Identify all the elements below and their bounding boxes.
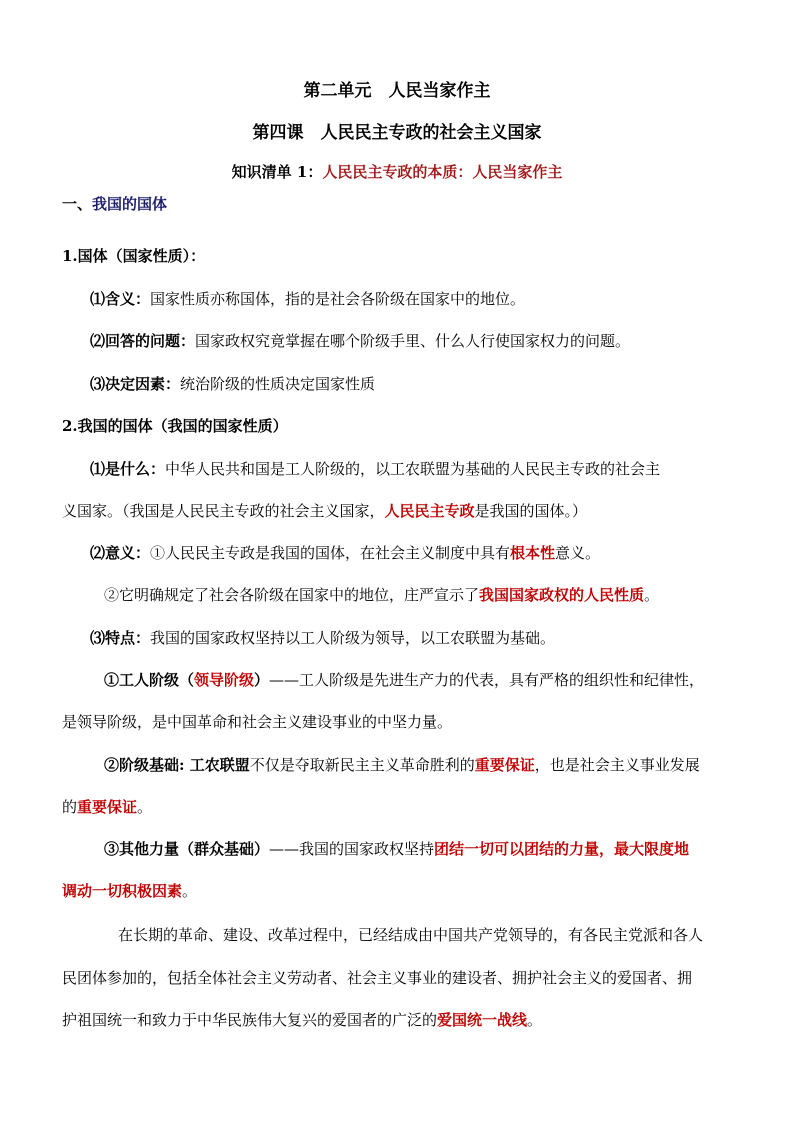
other-forces-line2 — [62, 880, 197, 901]
label: ⑶决定因素： — [90, 375, 181, 393]
emphasis: 人民民主专政 — [384, 502, 475, 520]
text: ②它明确规定了社会各阶级在国家中的地位，庄严宣示了 — [104, 586, 480, 604]
text: 统治阶级的性质决定国家性质 — [180, 375, 376, 393]
item2-meaning-1 — [90, 542, 600, 563]
item2-what-line1 — [90, 458, 660, 479]
label: ⑶特点： — [90, 629, 151, 647]
text: 护祖国统一和致力于中华民族伟大复兴的爱国者的广泛的 — [62, 1011, 438, 1029]
section-heading — [62, 193, 167, 214]
item1-definition — [90, 288, 525, 309]
item1-question — [90, 330, 630, 351]
item2-heading: 2.我国的国体（我国的国家性质） — [62, 417, 288, 435]
section-prefix: 一、 — [62, 195, 93, 213]
label: ⑵意义： — [90, 544, 151, 562]
text: ——工人阶级是先进生产力的代表，具有严格的组织性和纪律性， — [269, 671, 705, 689]
label: ） — [254, 671, 270, 689]
knowledge-list-heading — [0, 161, 794, 182]
item1-heading: 1.国体（国家性质）： — [62, 247, 206, 265]
text: 的 — [62, 798, 78, 816]
emphasis: 重要保证 — [474, 756, 535, 774]
emphasis: 我国国家政权的人民性质 — [479, 586, 645, 604]
section-title: 我国的国体 — [92, 195, 168, 213]
label: ⑵回答的问题： — [90, 332, 196, 350]
emphasis: 团结一切可以团结的力量，最大限度地 — [434, 840, 690, 858]
text: 国家性质亦称国体，指的是社会各阶级在国家中的地位。 — [150, 290, 526, 308]
label: ②阶级基础: 工农联盟 — [104, 756, 250, 774]
list-topic: 人民民主专政的本质：人民当家作主 — [322, 163, 563, 181]
text: ①人民民主专政是我国的国体，在社会主义制度中具有 — [150, 544, 511, 562]
text: 意义。 — [555, 544, 601, 562]
emphasis: 根本性 — [510, 544, 556, 562]
item2-meaning-2 — [104, 584, 659, 605]
text: 中华人民共和国是工人阶级的，以工农联盟为基础的人民民主专政的社会主 — [165, 460, 661, 478]
text: 。 — [644, 586, 660, 604]
text: 国家政权究竟掌握在哪个阶级手里、什么人行使国家权力的问题。 — [195, 332, 631, 350]
text: 。 — [137, 798, 153, 816]
text: 。 — [182, 882, 198, 900]
working-class-line2: 是领导阶级，是中国革命和社会主义建设事业的中坚力量。 — [62, 713, 453, 731]
lesson-title: 第四课 人民民主专政的社会主义国家 — [252, 123, 542, 143]
label: ⑴是什么： — [90, 460, 166, 478]
text: ——我国的国家政权坚持 — [269, 840, 435, 858]
unit-title: 第二单元 人民当家作主 — [303, 81, 491, 101]
text: ，也是社会主义事业发展 — [534, 756, 700, 774]
class-basis-line1 — [104, 754, 700, 775]
item2-what-line2 — [62, 500, 587, 521]
text: 。 — [527, 1011, 543, 1029]
working-class-line1 — [104, 669, 704, 690]
united-front-line3 — [62, 1009, 542, 1030]
other-forces-line1 — [104, 838, 689, 859]
item1-factor — [90, 373, 375, 394]
label: ①工人阶级（ — [104, 671, 195, 689]
label: ③其他力量（群众基础） — [104, 840, 270, 858]
text: 不仅是夺取新民主主义革命胜利的 — [249, 756, 475, 774]
emphasis: 调动一切积极因素 — [62, 882, 183, 900]
emphasis: 领导阶级 — [194, 671, 255, 689]
emphasis: 重要保证 — [77, 798, 138, 816]
text: 义国家。（我国是人民民主专政的社会主义国家， — [62, 502, 385, 520]
list-prefix: 知识清单 1： — [231, 163, 323, 181]
text: 我国的国家政权坚持以工人阶级为领导，以工农联盟为基础。 — [150, 629, 556, 647]
label: ⑴含义： — [90, 290, 151, 308]
united-front-line2: 民团体参加的，包括全体社会主义劳动者、社会主义事业的建设者、拥护社会主义的爱国者、拥 — [62, 969, 693, 987]
text: 是我国的国体。） — [474, 502, 588, 520]
united-front-line1: 在长期的革命、建设、改革过程中，已经结成由中国共产党领导的，有各民主党派和各人 — [118, 926, 704, 944]
class-basis-line2 — [62, 796, 152, 817]
item2-feature — [90, 627, 555, 648]
emphasis: 爱国统一战线 — [437, 1011, 528, 1029]
